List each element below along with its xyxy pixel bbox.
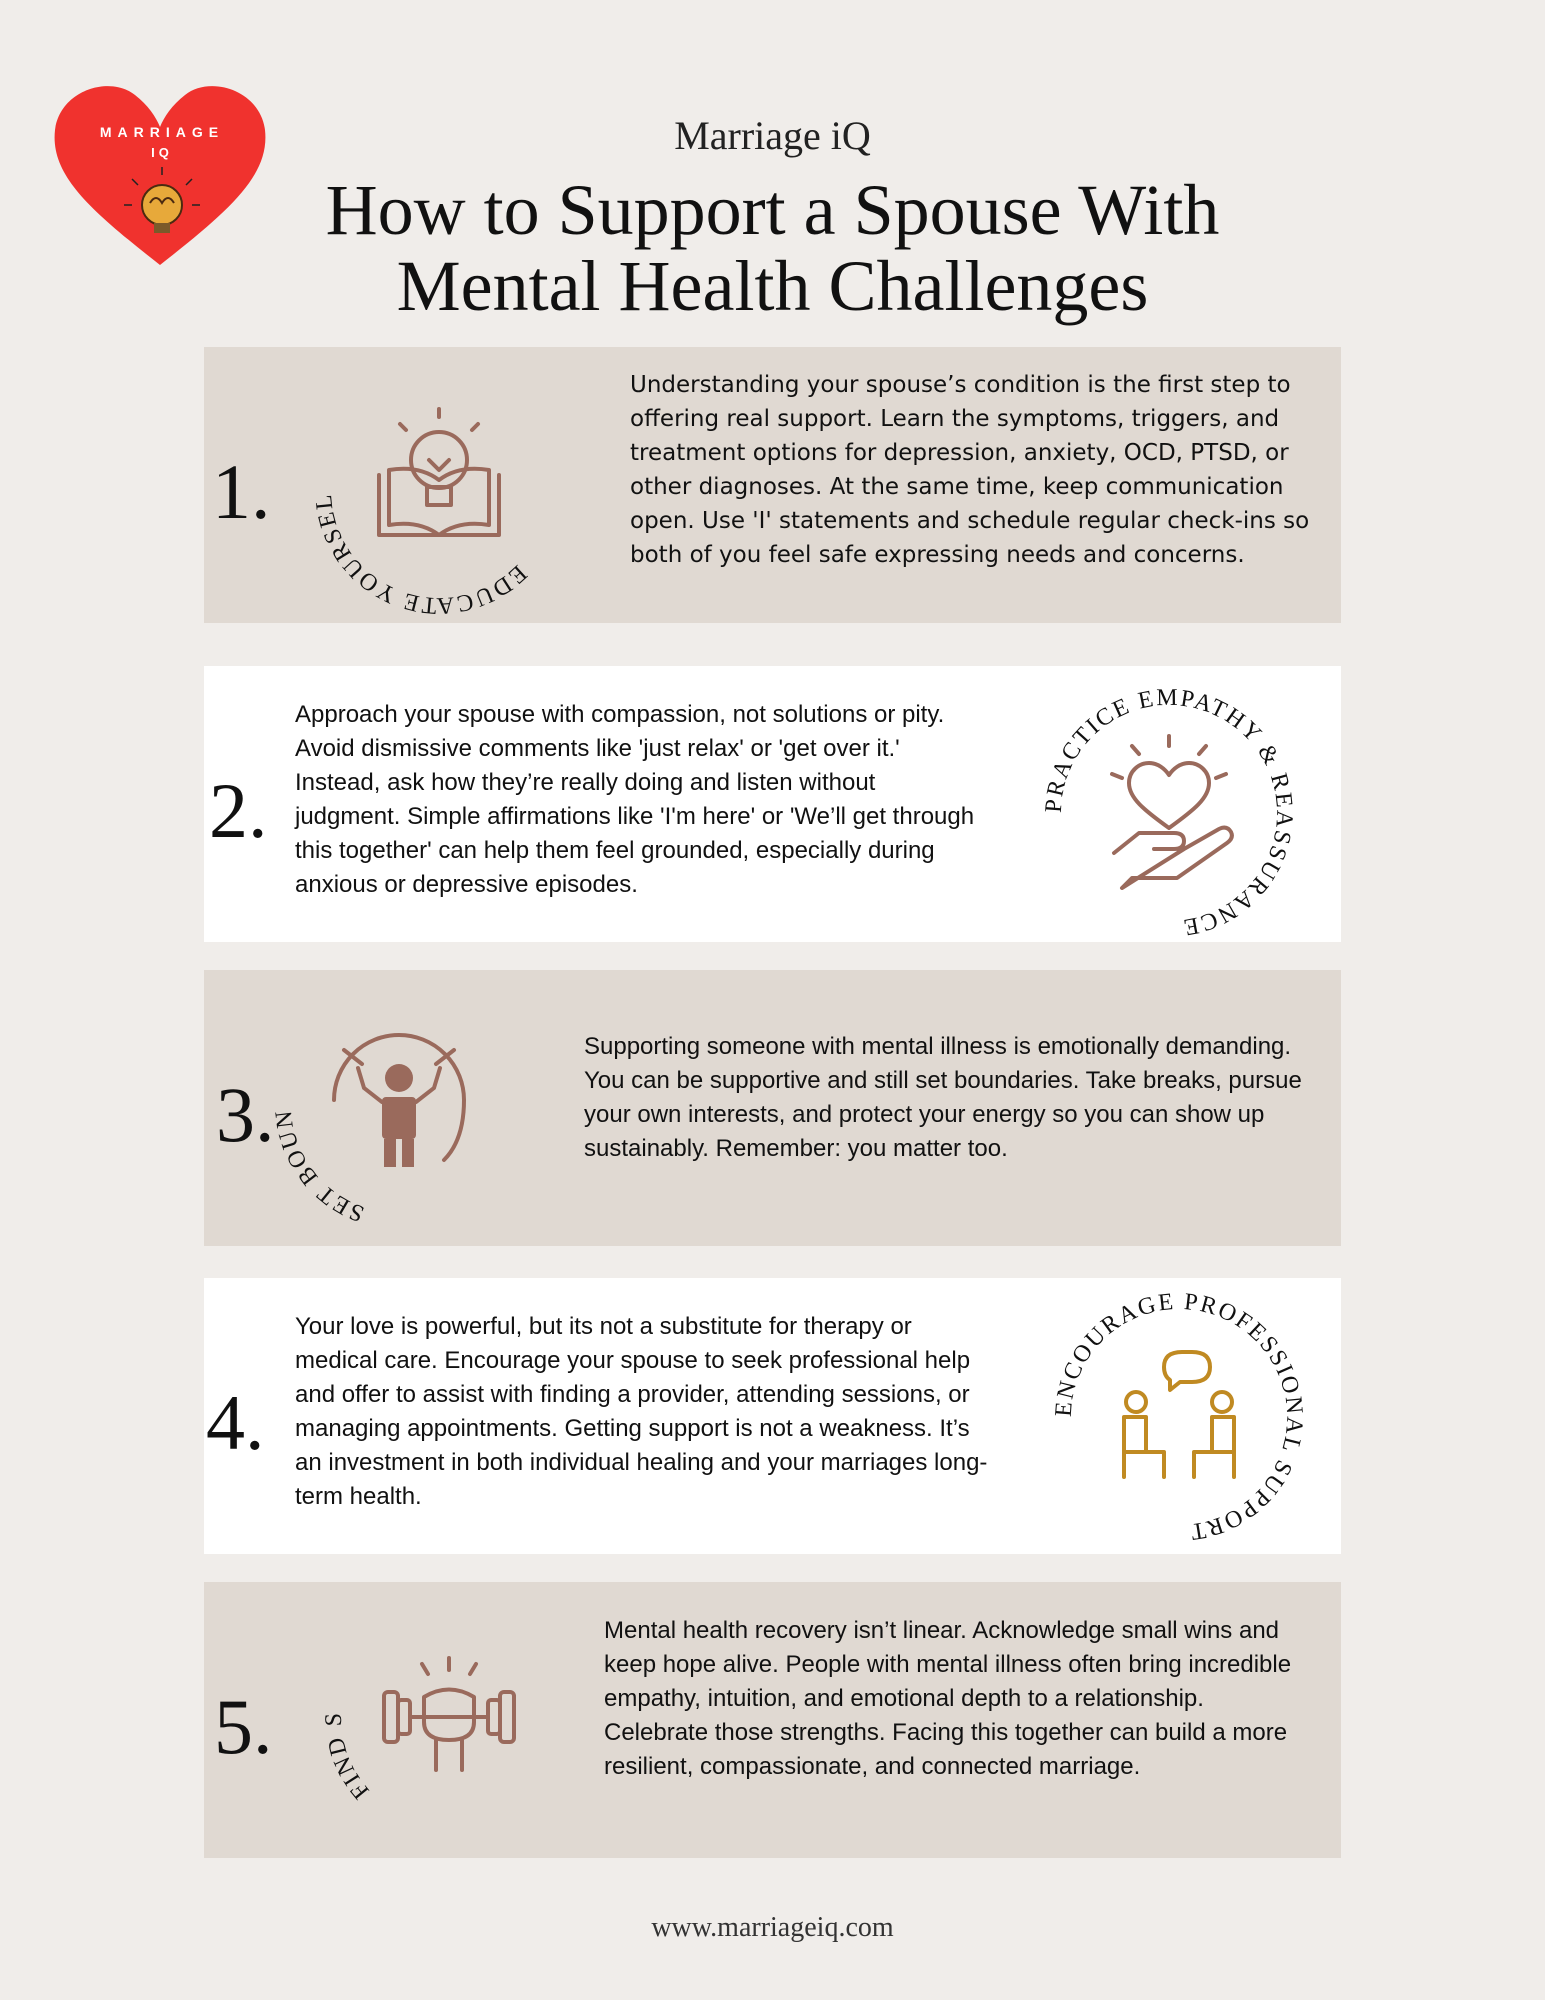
section-card-4 bbox=[204, 1278, 1341, 1554]
logo-line2: IQ bbox=[151, 145, 173, 160]
section-badge-1 bbox=[314, 365, 564, 615]
fist-dumbbell-icon bbox=[384, 1658, 514, 1770]
section-badge-2 bbox=[1044, 688, 1294, 938]
badge-label: SET BOU bbox=[274, 1125, 368, 1227]
footer-url[interactable]: www.marriageiq.com bbox=[651, 1912, 894, 1943]
section-number: 5. bbox=[214, 1683, 273, 1770]
section-number: 4. bbox=[206, 1379, 265, 1466]
page-title bbox=[0, 172, 1545, 324]
section-text: Supporting someone with mental illness is emotionally demanding. You can be supportive and still set boundaries. Take breaks, pursue your own interests, and protect your energy so you can show up sustainably. Remember: you matter too. bbox=[584, 1033, 1302, 1162]
section-text: Mental health recovery isn’t linear. Acknowledge small wins and keep hope alive. People with mental illness often bring incredible empathy, intuition, and emotional depth to a relationship. Celebrate those strengths. Facing this together can build a more resilient, compassionate, and connected marriage. bbox=[604, 1617, 1292, 1780]
section-number: 2. bbox=[209, 767, 268, 854]
section-text: Your love is powerful, but its not a substitute for therapy or medical care. Encourage your spouse to seek professional help and offer to assist with finding a provider, attending sessions, or managing appointments. Getting support is not a weakness. It’s an investment in both individual healing and your marriages long-term health. bbox=[295, 1313, 988, 1510]
lightbulb-book-icon bbox=[379, 409, 499, 535]
badge-label: FIND bbox=[324, 1732, 375, 1804]
section-number: 1. bbox=[212, 448, 271, 535]
section-card-1 bbox=[204, 347, 1341, 623]
badge-label: EDUCATE YOURSE bbox=[314, 507, 532, 615]
section-number: 3. bbox=[216, 1071, 275, 1158]
section-card-3 bbox=[204, 970, 1341, 1246]
section-badge-3 bbox=[274, 980, 524, 1230]
section-badge-4 bbox=[1054, 1292, 1304, 1542]
section-card-2 bbox=[204, 666, 1341, 942]
title-line-1: How to Support a Spouse With bbox=[325, 170, 1220, 250]
section-card-5 bbox=[204, 1582, 1341, 1858]
badge-label: NCOURAGE PROFESSIO L SUPPORT bbox=[1054, 1292, 1304, 1542]
heart-in-hand-icon bbox=[1112, 736, 1232, 888]
section-badge-5 bbox=[324, 1592, 574, 1842]
logo-line1: MARRIAGE bbox=[99, 124, 225, 140]
brand-name: Marriage iQ bbox=[674, 113, 871, 158]
section-text: Approach your spouse with compassion, not solutions or pity. Avoid dismissive comments like 'just relax' or 'get over it.' Instead, ask how they’re really doing and listen without judgment. Simple affirmations like 'I'm here' or 'We’ll get through this together' can help them feel grounded, especially during anxious or depressive episodes. bbox=[295, 701, 975, 898]
badge-label: RACTICE EMPATHY & R SSURANCE bbox=[1044, 688, 1294, 938]
person-boundary-icon bbox=[334, 1035, 464, 1167]
section-text: Understanding your spouse’s condition is the first step to offering real support. Learn the symptoms, triggers, and treatment options for depression, anxiety, OCD, PTSD, or other diagnoses. At the same time, keep communication open. Use 'I' statements and schedule regular check-ins so both of you feel safe expressing needs and concerns. bbox=[630, 372, 1310, 568]
therapy-session-icon bbox=[1124, 1352, 1234, 1477]
title-line-2: Mental Health Challenges bbox=[396, 246, 1149, 326]
